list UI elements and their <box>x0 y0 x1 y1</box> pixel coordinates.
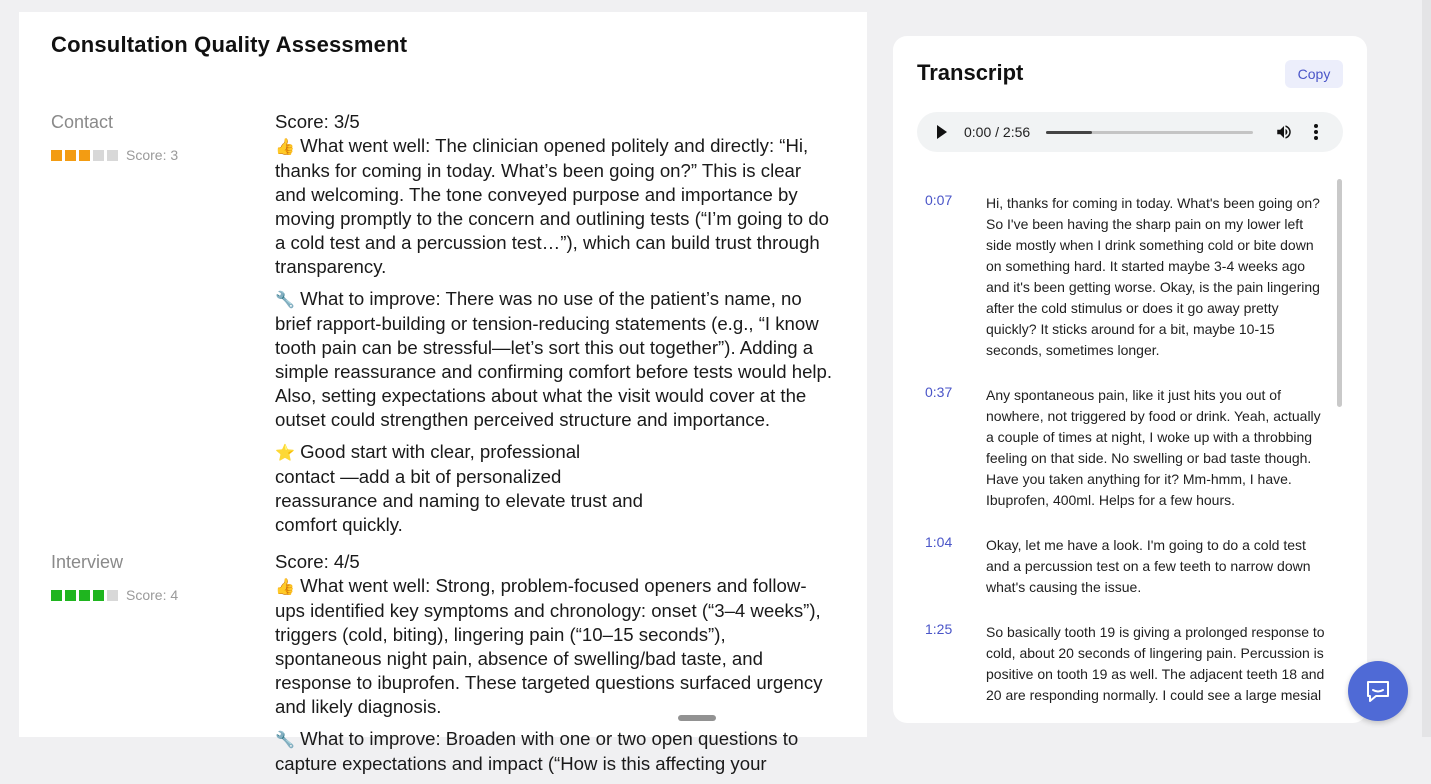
summary-body: Good start with clear, professional contact —add a bit of personalized reassurance and naming to elevate trust and comfort quickly. <box>275 441 643 535</box>
wrench-icon: 🔧 <box>275 290 295 309</box>
transcript-text: Hi, thanks for coming in today. What's been going on? So I've been having the sharp pain on my lower left side mostly when I drink something cold or bite down on something hard. It started maybe 3-4 weeks ago and it's been getting worse. Okay, is the pain lingering after the cold stimulus or does it go away pretty quickly? It sticks around for a bit, maybe 10-15 seconds, sometimes longer. <box>986 195 1320 358</box>
score-indicator <box>51 587 178 603</box>
improve-text <box>275 287 835 432</box>
transcript-list[interactable] <box>893 176 1367 706</box>
score-square <box>107 590 118 601</box>
timestamp-link[interactable]: 1:04 <box>925 534 953 550</box>
transcript-text: Okay, let me have a look. I'm going to do a cold test and a percussion test on a few teeth to narrow down what's causing the issue. <box>986 537 1311 595</box>
score-square <box>51 590 62 601</box>
timestamp-link[interactable]: 1:25 <box>925 621 953 637</box>
volume-icon[interactable] <box>1275 123 1293 146</box>
chat-button[interactable] <box>1348 661 1408 721</box>
improve-body: What to improve: Broaden with one or two open questions to capture expectations and impact (“How is this affecting your <box>275 728 799 774</box>
audio-progress[interactable] <box>1046 131 1253 134</box>
went-well-body: What went well: Strong, problem-focused openers and follow-ups identified key symptoms and chronology: onset (“3–4 weeks”), triggers (cold, biting), lingering pain (“10–15 seconds”), spontaneous night pain, absence of swelling/bad taste, and response to ibuprofen. These targeted questions surfaced urgency and likely diagnosis. <box>275 575 823 717</box>
audio-time: 0:00 / 2:56 <box>964 124 1031 140</box>
score-line: Score: 3/5 <box>275 111 360 132</box>
went-well-body: What went well: The clinician opened politely and directly: “Hi, thanks for coming in today. What’s been going on?” This is clear and welcoming. The tone conveyed purpose and importance by moving promptly to the concern and outlining tests (“I’m going to do a cold test and a percussion test…”), which can build trust through transparency. <box>275 135 829 277</box>
section-feedback <box>275 110 835 545</box>
score-label: Score: 3 <box>126 147 179 163</box>
score-square <box>51 150 62 161</box>
score-square <box>65 150 76 161</box>
score-square <box>93 590 104 601</box>
transcript-panel <box>893 36 1367 723</box>
score-square <box>79 150 90 161</box>
score-line: Score: 4/5 <box>275 551 360 572</box>
improve-text <box>275 727 835 776</box>
score-square <box>93 150 104 161</box>
summary-text <box>275 440 645 537</box>
improve-body: What to improve: There was no use of the patient’s name, no brief rapport-building or tension-reducing statements (e.g., “I know tooth pain can be stressful—let’s sort this out together”). Adding a simple reassurance and confirming comfort before tests would help. Also, setting expectations about what the visit would cover at the outset could strengthen perceived structure and importance. <box>275 288 833 430</box>
score-square <box>65 590 76 601</box>
transcript-text: So basically tooth 19 is giving a prolonged response to cold, about 20 seconds of lingering pain. Percussion is positive on tooth 19 as well. The adjacent teeth 18 and 20 are responding normally. I could see a large mesial <box>986 624 1325 703</box>
wrench-icon: 🔧 <box>275 730 295 749</box>
score-square <box>107 150 118 161</box>
resize-handle[interactable] <box>678 715 716 721</box>
audio-progress-fill <box>1046 131 1092 134</box>
page-title: Consultation Quality Assessment <box>51 32 408 57</box>
section-name: Contact <box>51 112 114 132</box>
timestamp-link[interactable]: 0:37 <box>925 384 953 400</box>
star-icon: ⭐ <box>275 443 295 462</box>
page-scrollbar[interactable] <box>1422 0 1431 737</box>
score-label: Score: 4 <box>126 587 179 603</box>
chat-icon <box>1364 677 1392 705</box>
went-well-text <box>275 134 835 279</box>
play-icon[interactable] <box>937 125 947 139</box>
thumbs-up-icon: 👍 <box>275 577 295 596</box>
thumbs-up-icon: 👍 <box>275 137 295 156</box>
score-indicator <box>51 147 178 163</box>
assessment-panel <box>19 12 867 774</box>
transcript-title: Transcript <box>917 60 1024 85</box>
went-well-text <box>275 574 835 719</box>
transcript-scrollbar[interactable] <box>1337 179 1342 407</box>
section-name: Interview <box>51 552 124 572</box>
score-square <box>79 590 90 601</box>
section-feedback <box>275 550 835 784</box>
timestamp-link[interactable]: 0:07 <box>925 192 953 208</box>
audio-player <box>917 112 1343 152</box>
copy-button[interactable]: Copy <box>1285 60 1343 88</box>
more-options-icon[interactable] <box>1313 123 1319 146</box>
transcript-text: Any spontaneous pain, like it just hits you out of nowhere, not triggered by food or drink. Yeah, actually a couple of times at night, I woke up with a throbbing feeling on that side. No swelling or bad taste though. Have you taken anything for it? Mm-hmm, I have. Ibuprofen, 400ml. Helps for a few hours. <box>986 387 1321 508</box>
